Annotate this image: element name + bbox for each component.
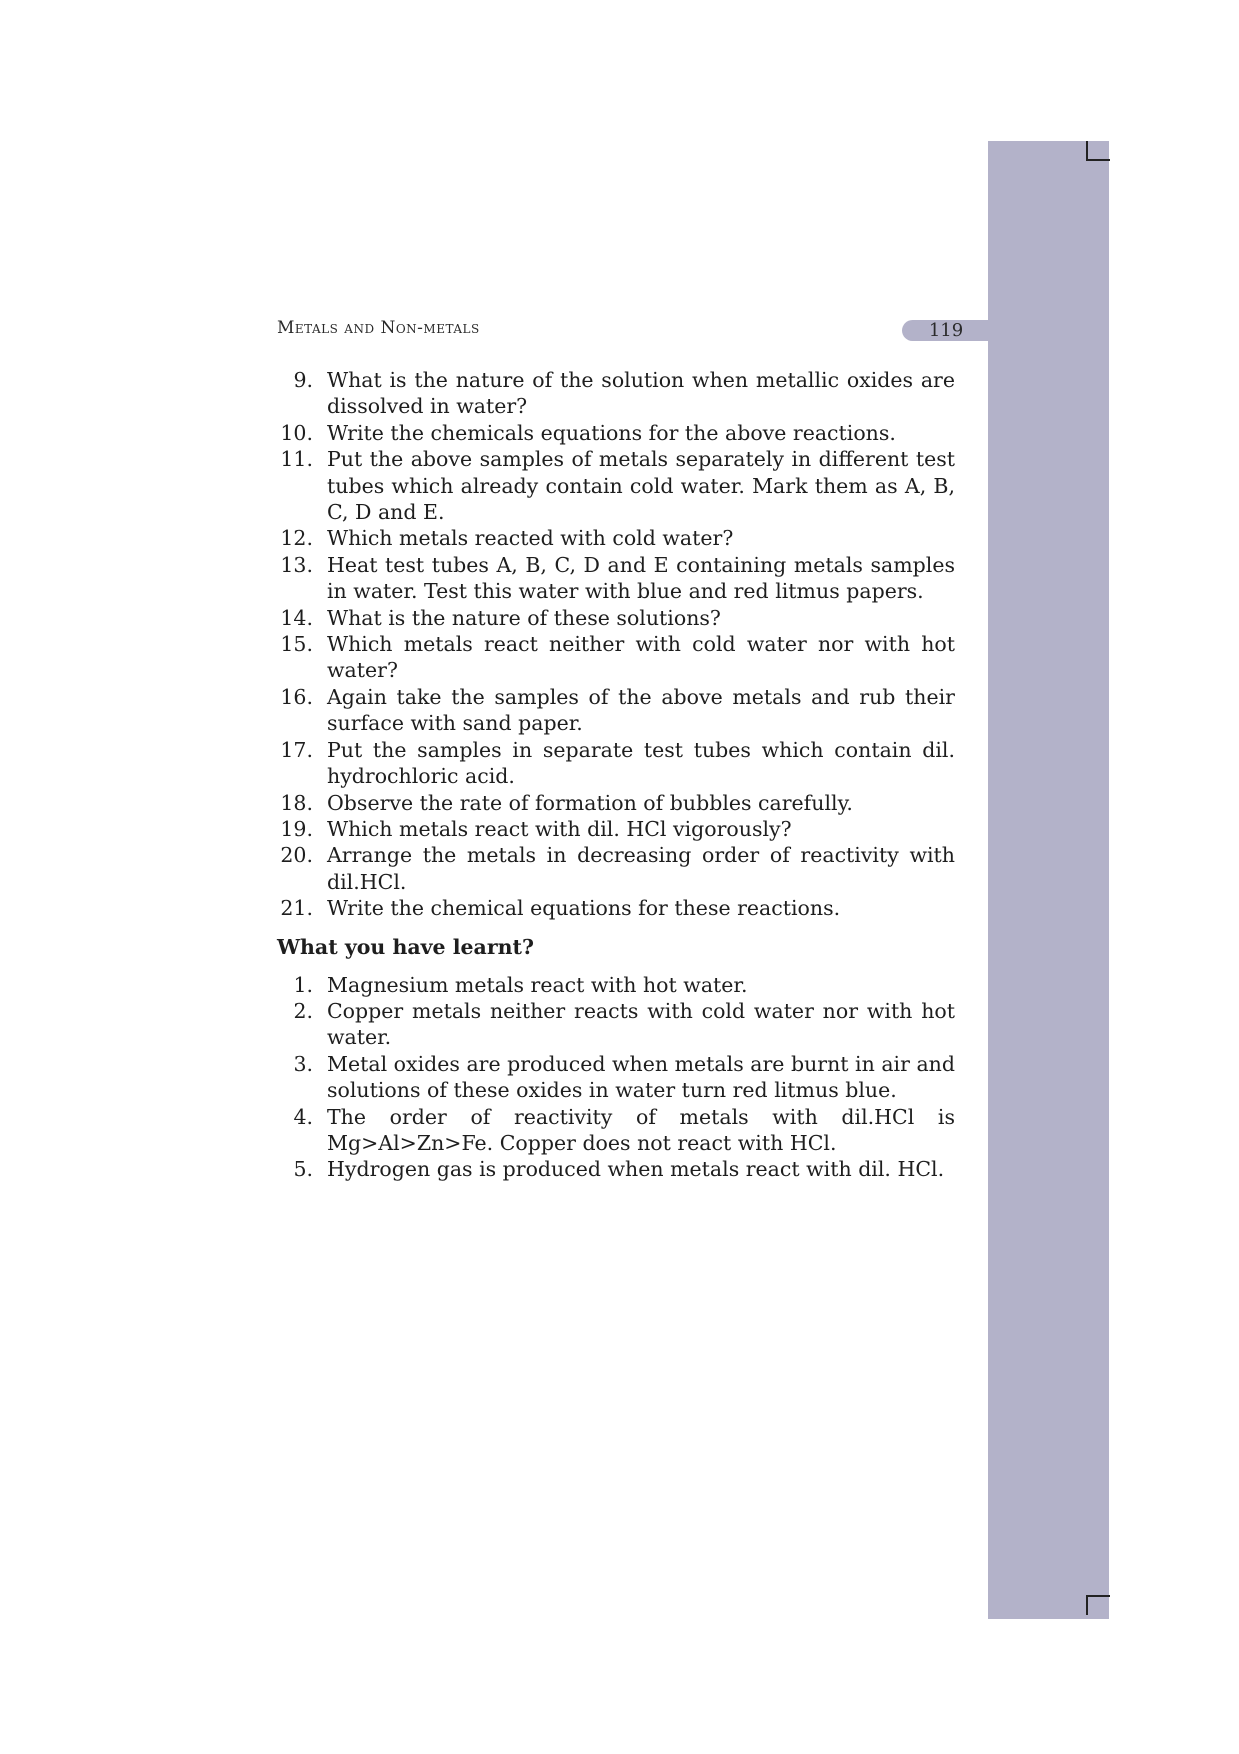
list-item: 19. Which metals react with dil. HCl vigorously? [280, 816, 792, 841]
list-item: 10. Write the chemicals equations for the above reactions. [280, 420, 896, 445]
list-item: 2. Copper metals neither reacts with cold water nor with hot water. [293, 998, 955, 1050]
list-item: 3. Metal oxides are produced when metals are burnt in air and solutions of these oxides in water turn red litmus blue. [293, 1051, 955, 1103]
list-item: 17. Put the samples in separate test tubes which contain dil. hydrochloric acid. [280, 737, 955, 789]
list-item: 15. Which metals react neither with cold water nor with hot water? [280, 632, 955, 683]
list-item: 13. Heat test tubes A, B, C, D and E containing metals samples in water. Test this water with blue and red litmus papers. [280, 552, 955, 604]
list-item: 16. Again take the samples of the above metals and rub their surface with sand paper. [280, 684, 955, 736]
list-item: 12. Which metals reacted with cold water? [280, 526, 734, 551]
list-item: 9. What is the nature of the solution when metallic oxides are dissolved in water? [293, 368, 955, 419]
crop-mark-top [1086, 141, 1110, 161]
procedure-steps-list [277, 367, 955, 922]
list-item: 14. What is the nature of these solutions? [280, 605, 721, 630]
side-margin-band [988, 141, 1109, 1619]
list-item: 20. Arrange the metals in decreasing order of reactivity with dil.HCl. [280, 843, 955, 894]
section-heading: What you have learnt? [277, 934, 535, 959]
running-title: Metals and Non-metals [277, 318, 480, 338]
list-item: 18. Observe the rate of formation of bubbles carefully. [280, 790, 853, 815]
list-item: 11. Put the above samples of metals separately in different test tubes which already contain cold water. Mark them as A, B, C, D and E. [280, 447, 955, 525]
learnt-points-list [277, 972, 955, 1183]
page-content [277, 367, 955, 1183]
list-item: 21. Write the chemical equations for these reactions. [280, 896, 841, 921]
page-number: 119 [902, 320, 990, 341]
list-item: 1. Magnesium metals react with hot water. [293, 972, 748, 997]
crop-mark-bottom [1086, 1595, 1110, 1615]
list-item: 4. The order of reactivity of metals with dil.HCl is Mg>Al>Zn>Fe. Copper does not react with HCl. [293, 1104, 955, 1155]
list-item: 5. Hydrogen gas is produced when metals react with dil. HCl. [293, 1157, 945, 1182]
